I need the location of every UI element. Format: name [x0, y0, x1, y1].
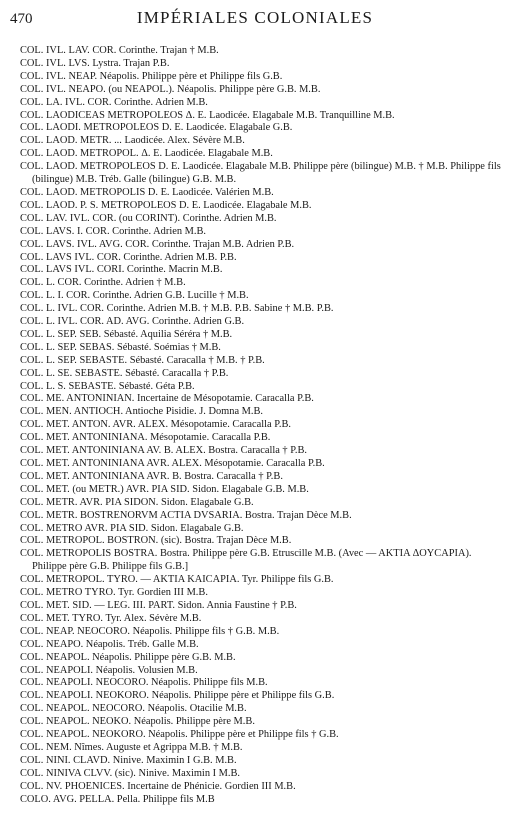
- legend-entry: COL. L. SEP. SEBASTE. Sébasté. Caracalla † M.B. † P.B.: [20, 354, 265, 366]
- legend-entry: COL. MET. ANTONINIANA AV. B. ALEX. Bostra. Caracalla † P.B.: [20, 445, 307, 457]
- legend-entry: COL. METROPOL. TYRO. — AKTIA KAICAPIA. Tyr. Philippe fils G.B.: [20, 574, 334, 586]
- legend-entry: COL. IVL. LVS. Lystra. Trajan P.B.: [20, 57, 170, 69]
- legend-entry: COL. IVL. NEAPO. (ou NEAPOL.). Néapolis. Philippe père G.B. M.B.: [20, 83, 321, 95]
- legend-entry: COL. L. IVL. COR. Corinthe. Adrien M.B. † M.B. P.B. Sabine † M.B. P.B.: [20, 303, 334, 315]
- legend-entry: COL. MET. ANTONINIANA. Mésopotamie. Caracalla P.B.: [20, 432, 271, 444]
- legend-entry: COL. NEAPOLI. Néapolis. Volusien M.B.: [20, 664, 198, 676]
- legend-entry: COL. LAVS IVL. CORI. Corinthe. Macrin M.B.: [20, 264, 223, 276]
- legend-entry: COL. METROPOLIS BOSTRA. Bostra. Philippe père G.B. Etruscille M.B. (Avec — AKTIA ΔOYCAPIA). Philippe père G.B. Philippe fils G.B.]: [20, 548, 472, 573]
- legend-entry: COL. METR. BOSTRENORVM ACTIA DVSARIA. Bostra. Trajan Dèce M.B.: [20, 509, 352, 521]
- page-number: 470: [10, 11, 33, 27]
- legend-entry: COL. MEN. ANTIOCH. Antioche Pisidie. J. Domna M.B.: [20, 406, 264, 418]
- legend-entry: COL. MET. ANTONINIANA AVR. ALEX. Mésopotamie. Caracalla P.B.: [20, 458, 325, 469]
- legend-entry: COL. LAVS. I. COR. Corinthe. Adrien M.B.: [20, 225, 206, 237]
- legend-entry: COL. IVL. NEAP. Néapolis. Philippe père et Philippe fils G.B.: [20, 70, 283, 82]
- legend-entry: COL. L. SE. SEBASTE. Sébasté. Caracalla † P.B.: [20, 367, 229, 379]
- legend-entry: COL. NEAP. NEOCORO. Néapolis. Philippe fils † G.B. M.B.: [20, 625, 280, 637]
- legend-entry: COL. NEM. Nîmes. Auguste et Agrippa M.B. † M.B.: [20, 741, 243, 753]
- legend-entry: COL. NEAPOL. NEOCORO. Néapolis. Otacilie M.B.: [20, 703, 247, 715]
- legend-entry: COL. LA. IVL. COR. Corinthe. Adrien M.B.: [20, 96, 208, 108]
- legend-list: [10, 45, 502, 806]
- page-header: [10, 8, 502, 38]
- legend-entry: COL. MET. ANTONINIANA AVR. B. Bostra. Caracalla † P.B.: [20, 470, 283, 482]
- legend-entry: COL. ME. ANTONINIAN. Incertaine de Mésopotamie. Caracalla P.B.: [20, 393, 314, 405]
- legend-entry: COL. L. I. COR. Corinthe. Adrien G.B. Lucille † M.B.: [20, 290, 249, 302]
- legend-entry: COL. L. S. SEBASTE. Sébasté. Géta P.B.: [20, 380, 195, 392]
- legend-entry: COL. MET. (ou METR.) AVR. PIA SID. Sidon. Elagabale G.B. M.B.: [20, 483, 309, 495]
- legend-entry: COL. NEAPOLI. NEOCORO. Néapolis. Philippe fils M.B.: [20, 677, 268, 689]
- legend-entry: COL. LAOD. METROPOL. Δ. E. Laodicée. Elagabale M.B.: [20, 148, 273, 160]
- legend-entry: COL. NEAPOL. NEOKO. Néapolis. Philippe père M.B.: [20, 716, 255, 728]
- legend-entry: COL. NINIVA CLVV. (sic). Ninive. Maximin I M.B.: [20, 767, 241, 779]
- legend-entry: COLO. AVG. PELLA. Pella. Philippe fils M.B: [20, 793, 215, 805]
- legend-entry: COL. LAV. IVL. COR. (ou CORINT). Corinthe. Adrien M.B.: [20, 212, 277, 224]
- legend-entry: COL. LAODI. METROPOLEOS D. E. Laodicée. Elagabale G.B.: [20, 122, 293, 134]
- legend-entry: COL. L. COR. Corinthe. Adrien † M.B.: [20, 277, 186, 289]
- legend-entry: COL. METR. AVR. PIA SIDON. Sidon. Elagabale G.B.: [20, 496, 254, 508]
- legend-entry: COL. METRO AVR. PIA SID. Sidon. Elagabale G.B.: [20, 522, 244, 534]
- legend-entry: COL. NV. PHOENICES. Incertaine de Phénicie. Gordien III M.B.: [20, 780, 296, 792]
- legend-entry: COL. LAVS. IVL. AVG. COR. Corinthe. Trajan M.B. Adrien P.B.: [20, 238, 295, 250]
- legend-entry: COL. NINI. CLAVD. Ninive. Maximin I G.B. M.B.: [20, 754, 237, 766]
- legend-entry: COL. NEAPOL. NEOKORO. Néapolis. Philippe père et Philippe fils † G.B.: [20, 729, 339, 741]
- legend-entry: COL. L. IVL. COR. AD. AVG. Corinthe. Adrien G.B.: [20, 316, 245, 328]
- legend-entry: COL. MET. ANTON. AVR. ALEX. Mésopotamie. Caracalla P.B.: [20, 419, 291, 431]
- legend-entry: COL. NEAPOL. Néapolis. Philippe père G.B. M.B.: [20, 651, 236, 663]
- legend-entry: COL. LAOD. METR. ... Laodicée. Alex. Sévère M.B.: [20, 135, 245, 147]
- legend-entry: COL. MET. SID. — LEG. III. PART. Sidon. Annia Faustine † P.B.: [20, 599, 297, 611]
- legend-entry: COL. LAOD. P. S. METROPOLEOS D. E. Laodicée. Elagabale M.B.: [20, 199, 312, 211]
- legend-entry: COL. NEAPO. Néapolis. Tréb. Galle M.B.: [20, 638, 199, 650]
- legend-entry: COL. LAOD. METROPOLEOS D. E. Laodicée. Elagabale M.B. Philippe père (bilingue) M.B. † M.B. Philippe fils (bilingue) M.B. Tréb. Galle (bilingue) G.B. M.B.: [20, 161, 501, 186]
- legend-entry: COL. L. SEP. SEBAS. Sébasté. Soémias † M.B.: [20, 341, 221, 353]
- legend-entry: COL. IVL. LAV. COR. Corinthe. Trajan † M.B.: [20, 45, 219, 56]
- legend-entry: COL. L. SEP. SEB. Sébasté. Aquilia Séréra † M.B.: [20, 328, 233, 340]
- legend-entry: COL. LAVS IVL. COR. Corinthe. Adrien M.B. P.B.: [20, 251, 237, 263]
- running-title: IMPÉRIALES COLONIALES: [136, 8, 374, 27]
- legend-entry: COL. METRO TYRO. Tyr. Gordien III M.B.: [20, 587, 208, 599]
- legend-entry: COL. LAOD. METROPOLIS D. E. Laodicée. Valérien M.B.: [20, 186, 274, 198]
- legend-entry: COL. LAODICEAS METROPOLEOS Δ. E. Laodicée. Elagabale M.B. Tranquilline M.B.: [20, 109, 395, 121]
- legend-entry: COL. MET. TYRO. Tyr. Alex. Sévère M.B.: [20, 612, 202, 624]
- legend-entry: COL. NEAPOLI. NEOKORO. Néapolis. Philippe père et Philippe fils G.B.: [20, 690, 335, 702]
- legend-entry: COL. METROPOL. BOSTRON. (sic). Bostra. Trajan Dèce M.B.: [20, 535, 292, 547]
